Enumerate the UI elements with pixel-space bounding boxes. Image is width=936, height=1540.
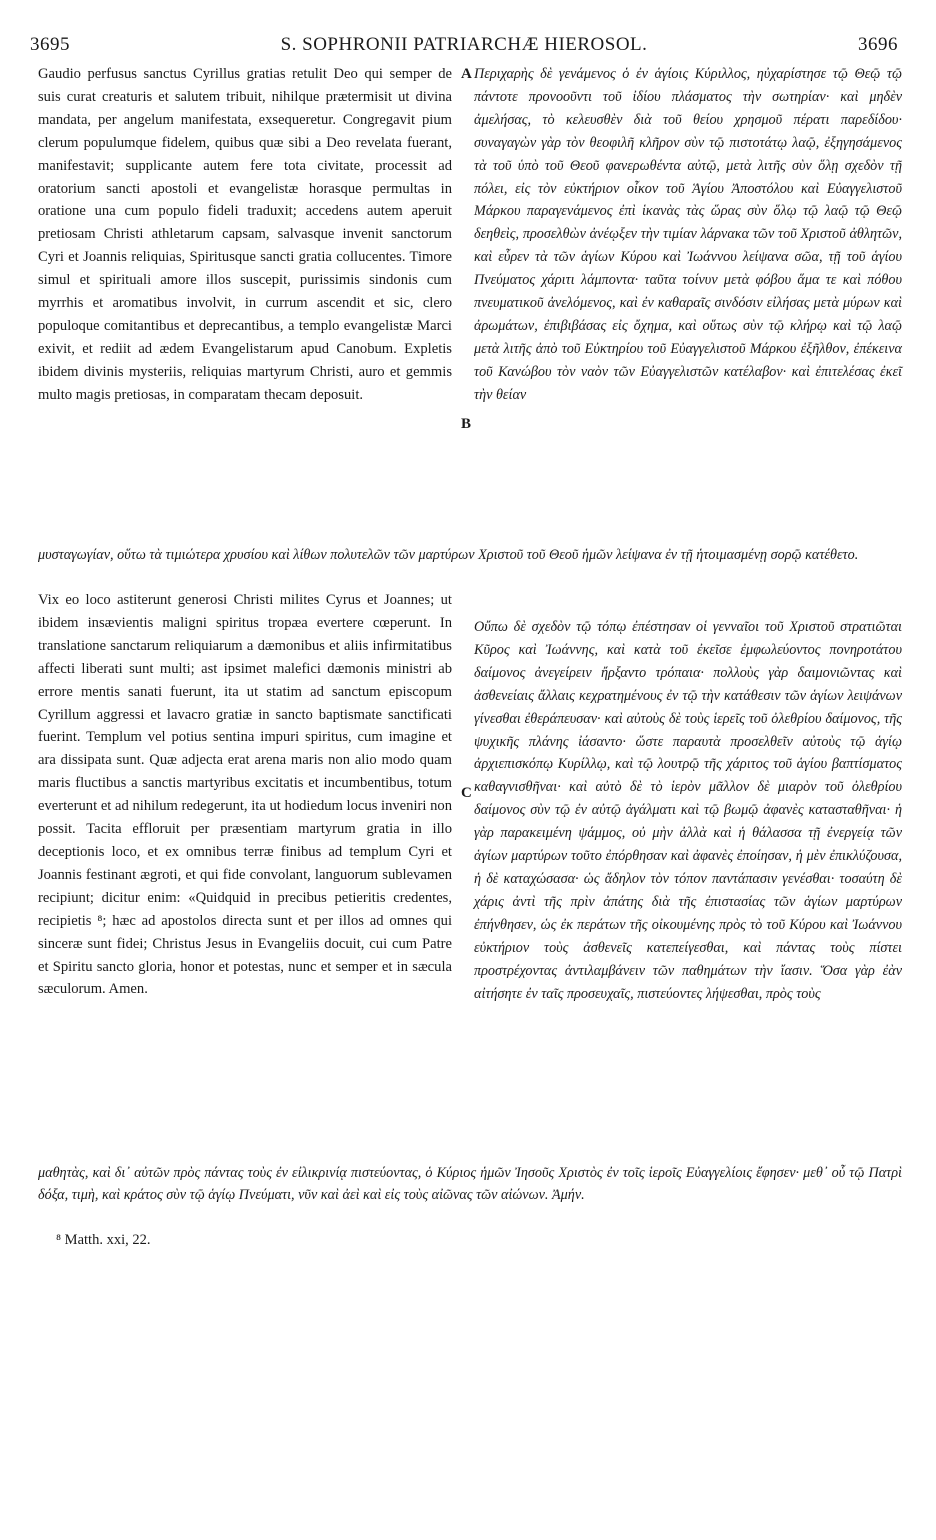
latin-paragraph-2: Vix eo loco astiterunt generosi Christi milites Cyrus et Joannes; ut ibidem insævientis maligni spiritus tropæa evertere cœperunt. In translatione sanctarum reliquiarum a dæmonibus et aliis infirmitatibus affecti liberati sunt multi; ast ipsimet malefici dæmonis ministri ab errore mentis sanati fuerunt, ita ut statim ad sanctum episcopum Cyrillum aggressi et lavacro gratiæ in sancto baptismate sanctificati fuerint. Templum vel potius sentina impuri spiritus, cum imagine et ara dissipata sunt. Quæ adjecta erat arena maris non alio modo quam maris fluctibus a sanctis martyribus excitatis et incumbentibus, totum everterunt et ad nihilum redegerunt, ita ut hodiedum locus inveniri non possit. Tacita effloruit per præsentiam martyrum gratia in illo deceptionis loco, et ex omnibus terræ finibus ad templum Cyri et Joannis festinant ægroti, et qui fide convolant, languorum sublevamen recipiunt; dicitur enim: «Quidquid in precibus petieritis credentes, recipietis ⁸; hæc ad apostolos directa sunt et per illos ad omnes qui sinceræ sunt fidei; Christus Jesus in Evangeliis docuit, cui cum Patre et Spiritu sancto gloria, honor et potestas, nunc et semper et in sæcula sæculorum. Amen. xyxy=(38,592,452,998)
greek-paragraph-1: Περιχαρὴς δὲ γενάμενος ὁ ἐν ἁγίοις Κύριλλος, ηὐχαρίστησε τῷ Θεῷ τῷ πάντοτε προνοοῦντι τοῦ ἰδίου πλάσματος τὴν σωτηρίαν· καὶ μηδὲν ἀμελήσας, τὸ κελευσθὲν διὰ τοῦ θείου χρησμοῦ πέρατι παρεδίδου· συναγαγὼν γὰρ τὸν θεοφιλῆ κλῆρον σὺν τῷ πιστοτάτῳ λαῷ, ἐξηγησάμενος τὰ τοῦ ὑπὸ τοῦ Θεοῦ φανερωθέντα αὐτῷ, μετὰ λιτῆς σὺν ὅλῃ σχεδὸν τῇ πόλει, εἰς τὸν εὐκτήριον οἶκον τοῦ Ἁγίου Ἀποστόλου καὶ Εὐαγγελιστοῦ Μάρκου παραγενάμενος ἐπὶ ἱκανὰς τὰς ὥρας σὺν ὅλῳ τῷ λαῷ τῷ Θεῷ δεηθεὶς, προσελθὼν ἀνέῳξεν τὴν τιμίαν λάρνακα τῶν τοῦ Χριστοῦ ἀθλητῶν, καὶ εὗρεν τὰ τῶν ἁγίων Κύρου καὶ Ἰωάννου λείψανα σῶα, τῇ τοῦ ἁγίου Πνεύματος χάριτι λάμποντα· ταῦτα τοίνυν μετὰ φόβου ἅμα τε καὶ πόθου πνευματικοῦ ἀνελόμενος, καὶ ἐν καθαραῖς σινδόσιν εἰλήσας μετὰ μύρων καὶ ἀρωμάτων, ἐπιβιβάσας εἰς ὄχημα, καὶ οὕτως σὺν τῷ κλήρῳ καὶ τῷ λαῷ μετὰ λιτῆς ἀπὸ τοῦ Εὐκτηρίου τοῦ Εὐαγγελιστοῦ Μάρκου ἐξῆλθον, ἐπέκεινα τοῦ Κανώβου τὸν ναὸν τῶν Εὐαγγελιστῶν κατέλαβον· καὶ ἐπιτελέσας ἐκεῖ τὴν θείαν xyxy=(474,66,902,403)
running-title: S. SOPHRONII PATRIARCHÆ HIEROSOL. xyxy=(280,34,648,55)
margin-marker-b: B xyxy=(461,416,472,432)
margin-marker-c: C xyxy=(461,785,472,801)
latin-paragraph-1: Gaudio perfusus sanctus Cyrillus gratias retulit Deo qui semper de suis curat creaturis et salutem tribuit, nihilque prætermisit ut divina mandata, per angelum manifestata, exsequeretur. Congregavit pium clerum populumque fidelem, quibus quæ sibi a Deo revelata fuerant, manifestavit; supplicante autem fere tota civitate, processit ad oratorium sancti apostoli et evangelistæ horasque permultas in oratione una cum populo fideli traduxit; accedens autem aperuit pretiosam Christi athletarum capsam, salvasque invenit sanctorum Cyri et Joannis reliquias, Spiritusque sancti gratia collucentes. Timore simul et spirituali amore illos suscepit, purissimis sindonis cum myrrhis et aromatibus involvit, in currum ascendit et sic, clero populoque comitantibus et deprecantibus, a templo evangelistæ Marci exivit, et rediit ad ædem Evangelistarum apud Canobum. Expletis ibidem divinis mysteriis, reliquias martyrum Christi, auro et gemmis multo magis pretiosas, in comparatam thecam deposuit. xyxy=(38,66,452,403)
page-number-left: 3695 xyxy=(30,34,70,55)
running-header xyxy=(30,34,898,58)
greek-paragraph-2: Οὔπω δὲ σχεδὸν τῷ τόπῳ ἐπέστησαν οἱ γενναῖοι τοῦ Χριστοῦ στρατιῶται Κῦρος καὶ Ἰωάννης, καὶ κατὰ τοῦ ἐκεῖσε ἐμφωλεύοντος πονηροτάτου δαίμονος ἀνεγείρειν ἤρξαντο τρόπαια· πολλοὺς γὰρ δαιμονιῶντας καὶ ἀσθενείαις ἄλλαις κεχρατημένους ἐν τῷ τὴν κατάθεσιν τῶν ἁγίων λειψάνων γίνεσθαι ἐθεράπευσαν· καὶ αὐτοὺς δὲ τοὺς ἱερεῖς τοῦ ὀλεθρίου δαίμονος, τῆς ψυχικῆς πλάνης ἰάσαντο· ὥστε παραυτὰ προσελθεῖν αὐτοὺς τῷ ἁγίῳ ἀρχιεπισκόπῳ Κυρίλλῳ, καὶ τῷ λουτρῷ τῆς χάριτος τοῦ ἁγίου βαπτίσματος καθαγνισθῆναι· καὶ αὐτὸ δὲ τὸ ἱερὸν μᾶλλον δὲ μιαρὸν τοῦ ὀλεθρίου δαίμονος σὺν τῷ ἐν αὐτῷ ἀγάλματι καὶ τῷ βωμῷ ἀφανὲς κατασταθῆναι· ἡ γὰρ παρακειμένη ψάμμος, οὐ μὴν ἀλλὰ καὶ ἡ θάλασσα τῇ ἐνεργείᾳ τῶν ἁγίων μαρτύρων τοῦτο ἐπόρθησαν καὶ ἀφανὲς ἐποίησαν, ἡ μὲν ἐπικλύζουσα, ἡ δὲ καταχώσασα· ὡς ἄδηλον τὸν τόπον παντάπασιν γενέσθαι· τοσαύτη δὲ χάρις ἀντὶ τῆς πρὶν ἀπάτης διὰ τῆς ἐπιστασίας τῶν ἁγίων μαρτύρων ἐπήνθησεν, ὡς ἐκ περάτων τῆς οἰκουμένης πρὸς τὸ τοῦ Κύρου καὶ Ἰωάννου εὐκτήριον τοὺς ἀσθενεῖς κατεπείγεσθαι, καὶ πάντας τοὺς πίστει προστρέχοντας ἀντιλαμβάνειν τῶν παθημάτων τὴν ἴασιν. Ὅσα γὰρ ἐὰν αἰτήσητε ἐν ταῖς προσευχαῖς, πιστεύοντες λήψεσθαι, πρὸς τοὺς xyxy=(474,619,902,1002)
greek-fullwidth-continuation-2: μαθητὰς, καὶ δι᾽ αὐτῶν πρὸς πάντας τοὺς ἐν εἰλικρινίᾳ πιστεύοντας, ὁ Κύριος ἡμῶν Ἰησοῦς Χριστὸς ἐν τοῖς ἱεροῖς Εὐαγγελίοις ἔφησεν· μεθ᾽ οὗ τῷ Πατρὶ δόξα, τιμὴ, καὶ κράτος σὺν τῷ ἁγίῳ Πνεύματι, νῦν καὶ ἀεὶ καὶ εἰς τοὺς αἰῶνας τῶν αἰώνων. Ἀμήν. xyxy=(38,1165,902,1204)
margin-marker-a: A xyxy=(461,66,472,82)
footnote: ⁸ Matth. xxi, 22. xyxy=(56,1232,151,1248)
greek-fullwidth-continuation-1: μυσταγωγίαν, οὕτω τὰ τιμιώτερα χρυσίου καὶ λίθων πολυτελῶν τῶν μαρτύρων Χριστοῦ τοῦ Θεοῦ ἡμῶν λείψανα ἐν τῇ ἡτοιμασμένῃ σορῷ κατέθετο. xyxy=(38,547,859,563)
page-number-right: 3696 xyxy=(858,34,898,55)
